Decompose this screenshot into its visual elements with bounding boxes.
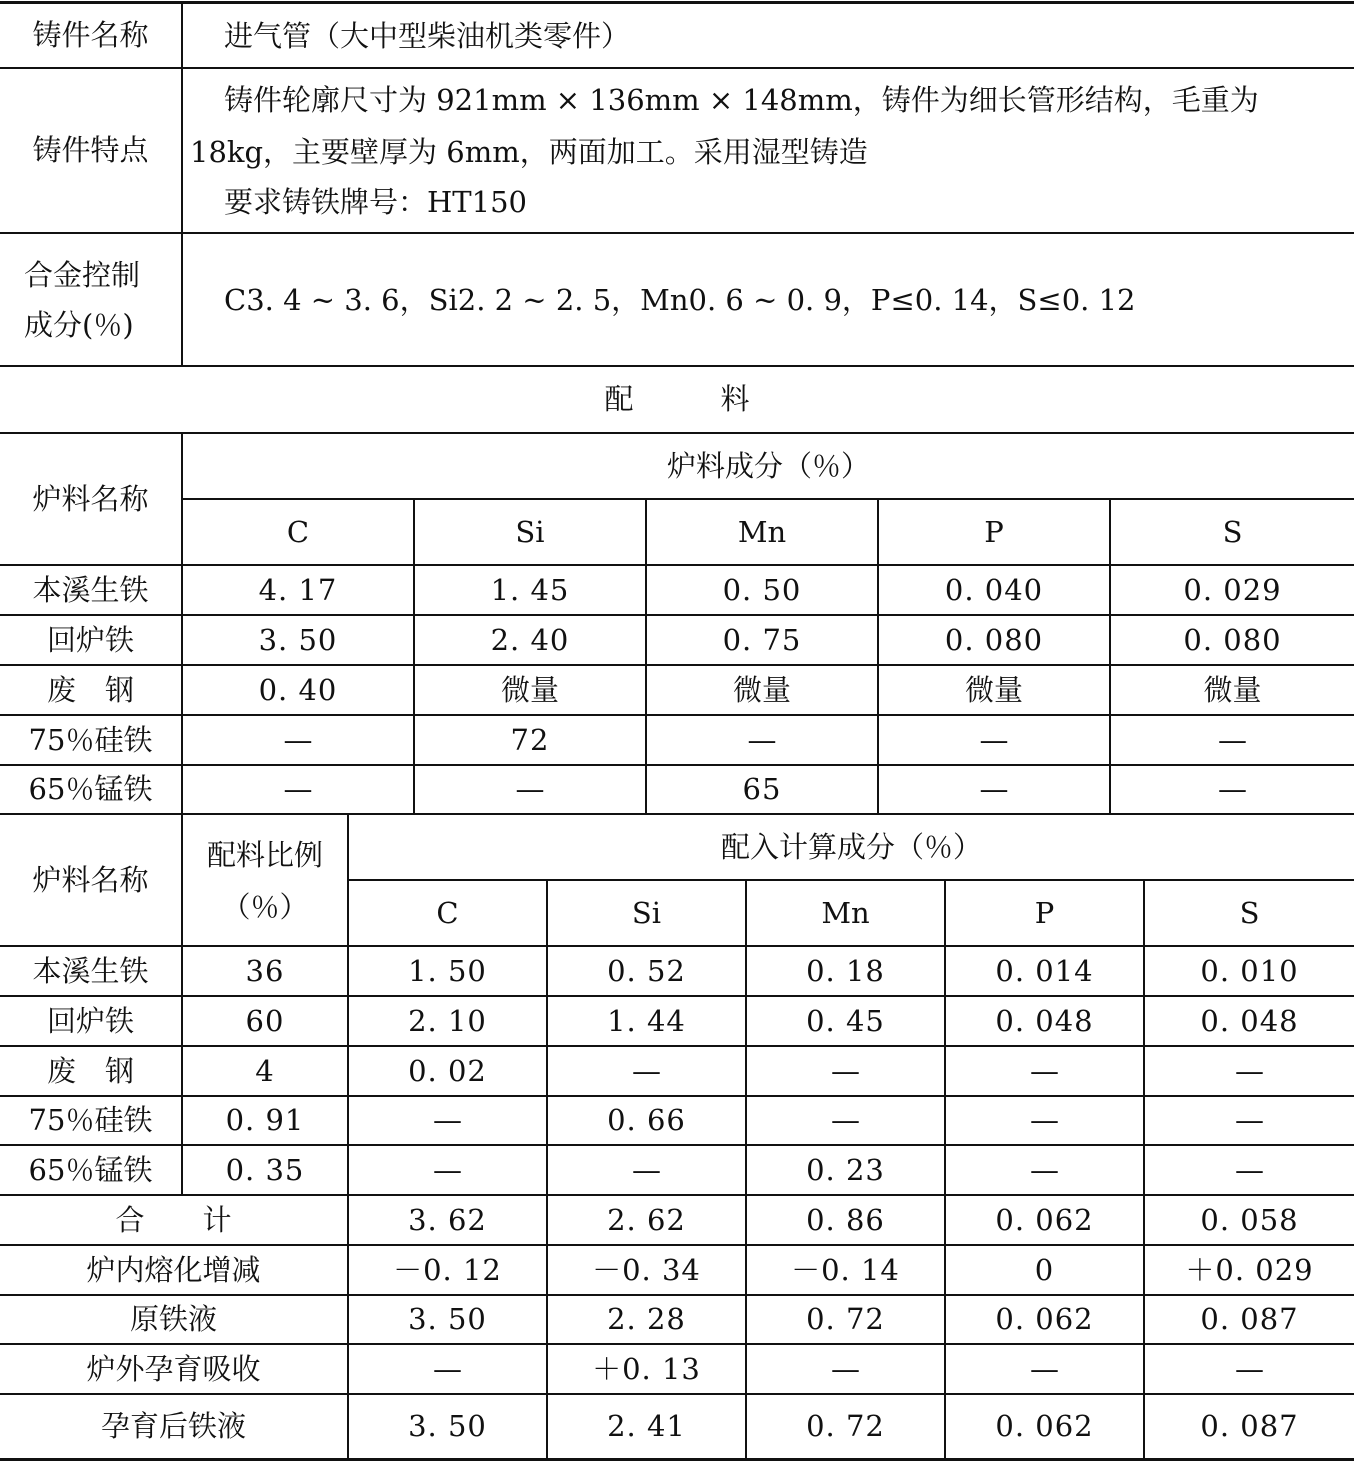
charge-cell: 3. 50 [258, 622, 338, 657]
calc-cell: 0. 048 [1200, 1003, 1299, 1038]
summary-cell: 0. 062 [995, 1202, 1094, 1237]
charge-row-name: 废 钢 [46, 672, 134, 707]
calc-cell: — [433, 1103, 462, 1137]
charge-col-header: S [1222, 514, 1243, 549]
alloy-label-line1: 合金控制 [24, 258, 141, 292]
summary-cell: — [831, 1351, 860, 1386]
calc-cell: 0. 048 [995, 1003, 1094, 1038]
calc-cell: — [1235, 1053, 1264, 1088]
charge-cell: 0. 040 [944, 572, 1044, 607]
calc-cell: 1. 50 [408, 953, 487, 988]
charge-cell: 0. 080 [944, 622, 1044, 657]
charge-cell: — [747, 722, 777, 757]
casting-name-label: 铸件名称 [32, 17, 149, 52]
charge-cell: 72 [510, 722, 550, 757]
calc-cell: — [632, 1053, 661, 1088]
charge-cell: 0. 75 [722, 622, 802, 657]
calc-cell: — [1030, 1103, 1059, 1137]
calc-cell: 2. 10 [408, 1003, 487, 1038]
summary-cell: 3. 62 [408, 1202, 487, 1237]
summary-cell: 3. 50 [408, 1409, 487, 1443]
summary-cell: 3. 50 [408, 1302, 487, 1336]
charge-cell: 微量 [732, 672, 791, 707]
casting-name-value: 进气管（大中型柴油机类零件） [224, 19, 631, 53]
calc-col-header: P [1034, 895, 1055, 930]
summary-cell: 0. 72 [806, 1302, 885, 1336]
charge-cell: — [979, 772, 1009, 806]
section-title: 配 料 [604, 382, 750, 416]
summary-cell: 0. 087 [1200, 1302, 1299, 1336]
summary-cell: 2. 28 [607, 1302, 686, 1336]
calc-col-header: S [1239, 895, 1260, 930]
calc-cell: 0. 010 [1200, 953, 1299, 988]
calc-col-header: C [436, 895, 459, 930]
calc-col-header: Si [631, 895, 662, 930]
calc-cell: 0. 02 [408, 1053, 487, 1088]
summary-cell: 0. 062 [995, 1302, 1094, 1336]
calc-ratio-header-line2: （％） [221, 889, 309, 924]
calc-cell: 0. 52 [607, 953, 686, 988]
calc-cell: — [433, 1152, 462, 1187]
charge-col-header: P [984, 514, 1004, 549]
charge-row-name: 75％硅铁 [28, 722, 153, 757]
casting-feature-label: 铸件特点 [32, 133, 149, 167]
charge-col-header: Mn [737, 514, 787, 549]
summary-cell: ＋0. 13 [592, 1351, 701, 1386]
calc-group-header: 配入计算成分（％） [720, 829, 982, 864]
summary-row-name: 炉外孕育吸收 [86, 1351, 261, 1386]
charge-cell: — [283, 722, 313, 757]
summary-cell: ＋0. 029 [1185, 1252, 1314, 1287]
charge-cell: 微量 [1203, 672, 1262, 707]
summary-row-name: 合 计 [115, 1202, 232, 1237]
calc-ratio-cell: 36 [245, 953, 285, 988]
rule-bottom [0, 1458, 1354, 1461]
charge-cell: 0. 40 [258, 672, 338, 707]
summary-cell: 0. 062 [995, 1409, 1094, 1443]
summary-row-name: 原铁液 [129, 1302, 217, 1336]
calc-row-name: 废 钢 [46, 1053, 134, 1088]
charge-cell: 2. 40 [490, 622, 570, 657]
summary-cell: －0. 14 [791, 1252, 900, 1287]
summary-cell: — [433, 1351, 462, 1386]
charge-cell: — [283, 772, 313, 806]
calc-row-name: 65％锰铁 [28, 1152, 153, 1187]
calc-cell: 0. 18 [806, 953, 885, 988]
calc-col-header: Mn [821, 895, 870, 930]
summary-cell: 0. 72 [806, 1409, 885, 1443]
summary-cell: 0 [1034, 1252, 1055, 1287]
calc-cell: 0. 23 [806, 1152, 885, 1187]
calc-ratio-cell: 4 [255, 1053, 275, 1088]
rule-top [0, 1, 1354, 4]
rule [0, 232, 1354, 234]
summary-cell: 0. 058 [1200, 1202, 1299, 1237]
charge-name-header: 炉料名称 [32, 481, 149, 516]
charge-cell: 4. 17 [258, 572, 338, 607]
calc-ratio-cell: 60 [245, 1003, 285, 1038]
charge-cell: 65 [742, 772, 782, 806]
calc-cell: — [831, 1053, 860, 1088]
summary-row-name: 炉内熔化增减 [86, 1252, 261, 1287]
calc-cell: 0. 66 [607, 1103, 686, 1137]
charge-cell: 1. 45 [490, 572, 570, 607]
calc-cell: — [1235, 1152, 1264, 1187]
charge-cell: 微量 [964, 672, 1023, 707]
charge-cell: — [1218, 772, 1247, 806]
calc-ratio-header-line1: 配料比例 [206, 837, 323, 872]
calc-ratio-cell: 0. 91 [225, 1103, 305, 1137]
rule [0, 67, 1354, 69]
casting-feature-line3: 要求铸铁牌号：HT150 [224, 185, 527, 219]
rule [181, 1, 183, 367]
charge-row-name: 回炉铁 [46, 622, 134, 657]
calc-cell: 1. 44 [607, 1003, 686, 1038]
calc-name-header: 炉料名称 [32, 862, 149, 897]
casting-feature-line2: 18kg，主要壁厚为 6mm，两面加工。采用湿型铸造 [190, 135, 868, 169]
casting-feature-line1: 铸件轮廓尺寸为 921mm × 136mm × 148mm，铸件为细长管形结构，毛重为 [224, 83, 1259, 117]
calc-cell: — [1235, 1103, 1264, 1137]
calc-cell: — [1030, 1152, 1059, 1187]
calc-cell: — [831, 1103, 860, 1137]
charge-col-header: Si [515, 514, 545, 549]
calc-cell: 0. 45 [806, 1003, 885, 1038]
alloy-composition-value: C3. 4 ~ 3. 6，Si2. 2 ~ 2. 5，Mn0. 6 ~ 0. 9，P≤0. 14，S≤0. 12 [224, 283, 1136, 317]
charge-row-name: 65％锰铁 [28, 772, 153, 806]
summary-cell: －0. 12 [393, 1252, 502, 1287]
charge-cell: — [515, 772, 545, 806]
charge-cell: 0. 50 [722, 572, 802, 607]
charge-row-name: 本溪生铁 [32, 572, 149, 607]
charge-cell: 0. 080 [1183, 622, 1282, 657]
charge-group-header: 炉料成分（％） [666, 448, 870, 483]
summary-cell: 0. 087 [1200, 1409, 1299, 1443]
charge-cell: — [979, 722, 1009, 757]
charge-cell: 微量 [500, 672, 559, 707]
charge-cell: — [1218, 722, 1247, 757]
calc-cell: — [632, 1152, 661, 1187]
summary-cell: — [1235, 1351, 1264, 1386]
calc-row-name: 本溪生铁 [32, 953, 149, 988]
summary-cell: 0. 86 [806, 1202, 885, 1237]
calc-row-name: 回炉铁 [46, 1003, 134, 1038]
summary-cell: 2. 41 [607, 1409, 686, 1443]
alloy-label-line2: 成分(％) [24, 308, 134, 342]
summary-cell: 2. 62 [607, 1202, 686, 1237]
summary-cell: －0. 34 [592, 1252, 701, 1287]
calc-ratio-cell: 0. 35 [225, 1152, 305, 1187]
summary-row-name: 孕育后铁液 [100, 1409, 246, 1443]
summary-cell: — [1030, 1351, 1059, 1386]
charge-cell: 0. 029 [1183, 572, 1282, 607]
calc-row-name: 75％硅铁 [28, 1103, 153, 1137]
calc-cell: — [1030, 1053, 1059, 1088]
calc-cell: 0. 014 [995, 953, 1094, 988]
charge-col-header: C [286, 514, 310, 549]
